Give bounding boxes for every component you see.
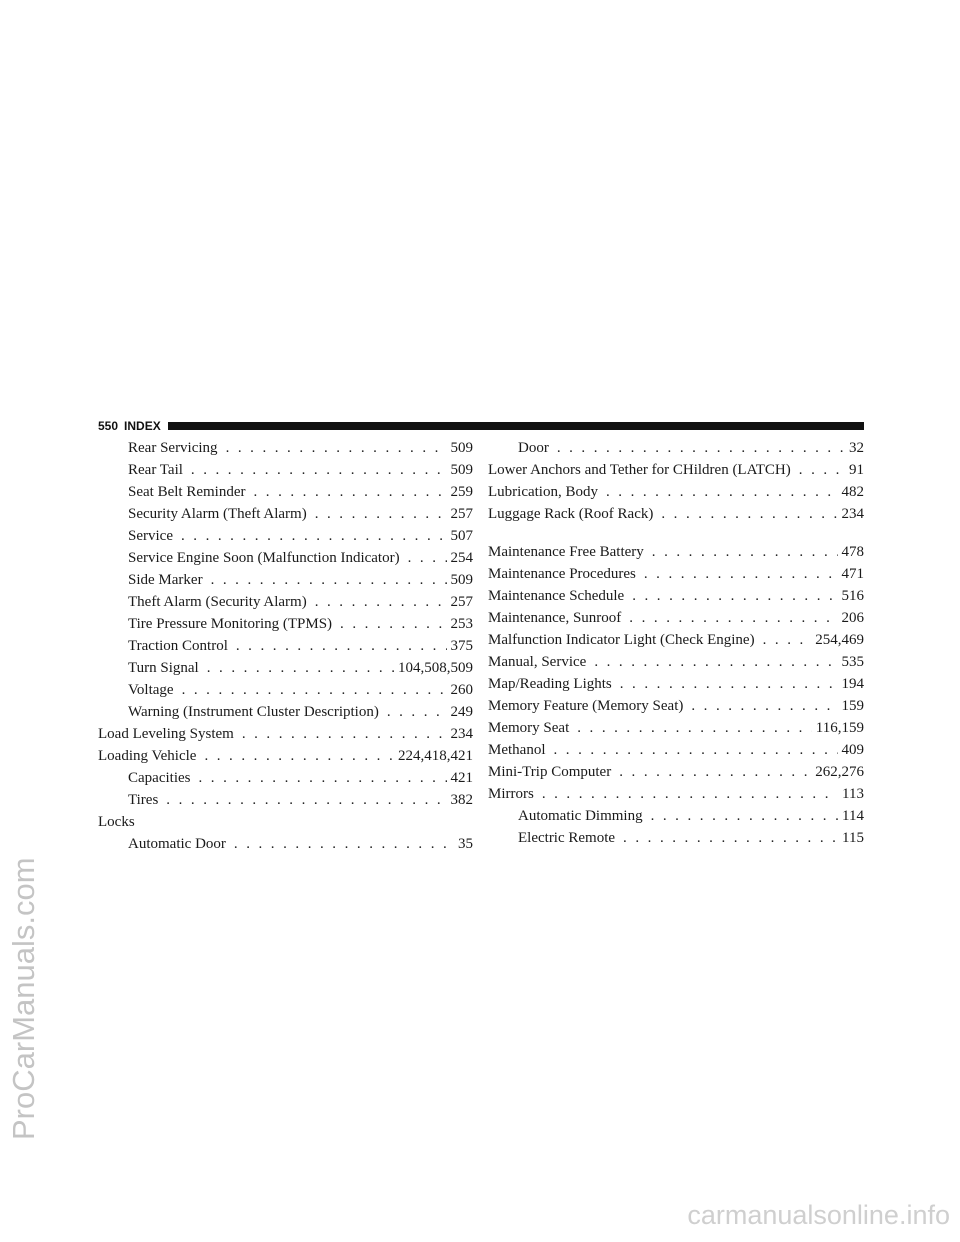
entry-label: Automatic Dimming: [518, 808, 643, 824]
dot-leader: [234, 833, 454, 855]
index-entry: [98, 547, 473, 569]
dot-leader: [577, 717, 812, 739]
entry-page-number: 409: [841, 742, 864, 758]
entry-page-number: 509: [450, 440, 473, 456]
entry-page-number: 194: [841, 676, 864, 692]
dot-leader: [253, 481, 446, 503]
dot-leader: [594, 651, 837, 673]
entry-label: Lubrication, Body: [488, 484, 598, 500]
entry-label: Capacities: [128, 770, 191, 786]
entry-page-number: 375: [450, 638, 473, 654]
dot-leader: [763, 629, 812, 651]
page-header: [98, 419, 864, 433]
dot-leader: [181, 525, 447, 547]
dot-leader: [315, 503, 447, 525]
dot-leader: [242, 723, 447, 745]
entry-page-number: 259: [450, 484, 473, 500]
entry-page-number: 482: [841, 484, 864, 500]
entry-label: Maintenance Procedures: [488, 566, 636, 582]
index-column-right: [488, 437, 864, 849]
entry-label: Automatic Door: [128, 836, 226, 852]
entry-label: Maintenance Free Battery: [488, 544, 644, 560]
index-entry: [98, 459, 473, 481]
bottom-watermark: carmanualsonline.info: [687, 1200, 950, 1230]
page-number: 550: [98, 419, 119, 433]
dot-leader: [644, 563, 838, 585]
entry-page-number: 249: [450, 704, 473, 720]
entry-label: Mirrors: [488, 786, 534, 802]
index-entry: [98, 679, 473, 701]
entry-label: Service: [128, 528, 173, 544]
dot-leader: [691, 695, 837, 717]
dot-leader: [623, 827, 838, 849]
entry-page-number: 471: [841, 566, 864, 582]
entry-label: Maintenance Schedule: [488, 588, 625, 604]
entry-page-number: 254: [450, 550, 473, 566]
entry-page-number: 115: [842, 830, 864, 846]
dot-leader: [226, 437, 447, 459]
dot-leader: [211, 569, 447, 591]
entry-page-number: 253: [450, 616, 473, 632]
header-text: [98, 419, 161, 433]
entry-label: Tire Pressure Monitoring (TPMS): [128, 616, 333, 632]
index-entry: [98, 569, 473, 591]
dot-leader: [315, 591, 447, 613]
dot-leader: [191, 459, 447, 481]
index-entry: [488, 695, 864, 717]
entry-page-number: 257: [450, 506, 473, 522]
entry-page-number: 260: [450, 682, 473, 698]
dot-leader: [629, 607, 837, 629]
entry-page-number: 159: [841, 698, 864, 714]
dot-leader: [799, 459, 845, 481]
entry-page-number: 35: [458, 836, 473, 852]
entry-page-number: 224,418,421: [398, 748, 473, 764]
entry-label: Rear Servicing: [128, 440, 218, 456]
entry-label: Memory Seat: [488, 720, 570, 736]
index-entry: [98, 481, 473, 503]
index-entry: [98, 635, 473, 657]
entry-label: Seat Belt Reminder: [128, 484, 246, 500]
entry-page-number: 509: [450, 462, 473, 478]
index-entry: [488, 761, 864, 783]
entry-label: Theft Alarm (Security Alarm): [128, 594, 307, 610]
dot-leader: [182, 679, 447, 701]
dot-leader: [198, 767, 446, 789]
header-rule: [168, 422, 864, 430]
dot-leader: [542, 783, 838, 805]
entry-page-number: 516: [841, 588, 864, 604]
entry-page-number: 104,508,509: [398, 660, 473, 676]
entry-label: Load Leveling System: [98, 726, 234, 742]
index-entry: [488, 607, 864, 629]
index-entry: [98, 613, 473, 635]
dot-leader: [651, 805, 838, 827]
entry-label: Memory Feature (Memory Seat): [488, 698, 684, 714]
entry-label: Door: [518, 440, 549, 456]
dot-leader: [554, 739, 838, 761]
entry-page-number: 113: [842, 786, 864, 802]
entry-label: Loading Vehicle: [98, 748, 197, 764]
dot-leader: [557, 437, 845, 459]
index-entry: [488, 673, 864, 695]
entry-page-number: 234: [450, 726, 473, 742]
entry-label: Malfunction Indicator Light (Check Engine): [488, 632, 755, 648]
index-entry: [488, 585, 864, 607]
dot-leader: [619, 761, 811, 783]
entry-label: Security Alarm (Theft Alarm): [128, 506, 307, 522]
entry-page-number: 509: [450, 572, 473, 588]
dot-leader: [236, 635, 447, 657]
entry-page-number: 32: [849, 440, 864, 456]
index-entry: [98, 591, 473, 613]
entry-label: Turn Signal: [128, 660, 199, 676]
index-entry: [488, 739, 864, 761]
index-entry: [488, 629, 864, 651]
entry-label: Tires: [128, 792, 159, 808]
index-entry: [98, 437, 473, 459]
index-entry: [488, 481, 864, 503]
entry-page-number: 91: [849, 462, 864, 478]
index-entry: [98, 657, 473, 679]
dot-leader: [340, 613, 446, 635]
dot-leader: [652, 541, 838, 563]
entry-page-number: 535: [841, 654, 864, 670]
entry-label: Service Engine Soon (Malfunction Indicator): [128, 550, 400, 566]
index-entry: [98, 503, 473, 525]
entry-label: Luggage Rack (Roof Rack): [488, 506, 654, 522]
dot-leader: [620, 673, 838, 695]
entry-label: Electric Remote: [518, 830, 616, 846]
index-entry: [98, 525, 473, 547]
index-column-left: [98, 437, 473, 855]
index-entry: [98, 789, 473, 811]
entry-label: Locks: [98, 814, 135, 830]
entry-label: Rear Tail: [128, 462, 183, 478]
entry-label: Manual, Service: [488, 654, 587, 670]
dot-leader: [166, 789, 446, 811]
index-entry: [98, 745, 473, 767]
index-entry: [488, 459, 864, 481]
dot-leader: [204, 745, 394, 767]
dot-leader: [408, 547, 447, 569]
entry-label: Methanol: [488, 742, 546, 758]
dot-leader: [207, 657, 394, 679]
entry-page-number: 254,469: [815, 632, 864, 648]
entry-label: Warning (Instrument Cluster Description): [128, 704, 379, 720]
entry-page-number: 478: [841, 544, 864, 560]
index-entry: [488, 563, 864, 585]
index-entry: [98, 833, 473, 855]
entry-label: Side Marker: [128, 572, 203, 588]
index-entry: [488, 651, 864, 673]
index-entry: [98, 811, 473, 833]
entry-page-number: 257: [450, 594, 473, 610]
entry-page-number: 206: [841, 610, 864, 626]
index-entry: [488, 805, 864, 827]
index-entry: [488, 717, 864, 739]
entry-page-number: 116,159: [815, 720, 864, 736]
index-entry: [98, 723, 473, 745]
section-title: INDEX: [124, 419, 161, 433]
dot-leader: [632, 585, 837, 607]
entry-label: Lower Anchors and Tether for CHildren (LATCH): [488, 462, 791, 478]
index-entry: [98, 701, 473, 723]
entry-page-number: 114: [842, 808, 864, 824]
index-entry: [98, 767, 473, 789]
side-watermark: ProCarManuals.com: [6, 857, 41, 1140]
entry-page-number: 234: [841, 506, 864, 522]
index-entry: [488, 827, 864, 849]
entry-label: Traction Control: [128, 638, 228, 654]
dot-leader: [387, 701, 447, 723]
entry-page-number: 382: [450, 792, 473, 808]
dot-leader: [606, 481, 838, 503]
index-entry: [488, 503, 864, 525]
entry-page-number: 421: [450, 770, 473, 786]
index-entry: [488, 437, 864, 459]
entry-label: Voltage: [128, 682, 174, 698]
entry-label: Map/Reading Lights: [488, 676, 612, 692]
entry-page-number: 507: [450, 528, 473, 544]
index-entry: [488, 541, 864, 563]
entry-page-number: 262,276: [815, 764, 864, 780]
entry-label: Maintenance, Sunroof: [488, 610, 622, 626]
index-entry: [488, 783, 864, 805]
section-gap: [488, 525, 864, 541]
dot-leader: [661, 503, 837, 525]
entry-label: Mini-Trip Computer: [488, 764, 612, 780]
